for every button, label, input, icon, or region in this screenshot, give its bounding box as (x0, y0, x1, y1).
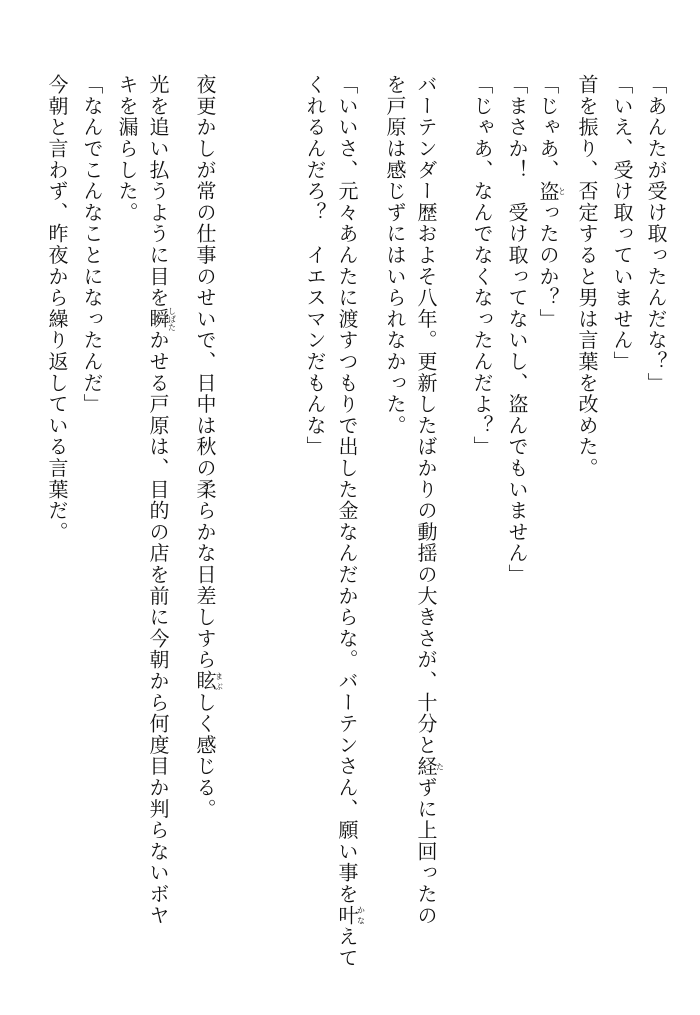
ruby-word (335, 904, 366, 927)
ruby-reading: と (557, 180, 567, 202)
ruby-word (536, 180, 567, 202)
text-column-4 (538, 74, 566, 974)
text-line: しく感じる。 (193, 691, 217, 820)
text-line: 「まさか！ 受け取ってないし、盗んでもいません」 (505, 74, 529, 586)
ruby-base: 叶 (335, 904, 359, 927)
ruby-base: 盗 (536, 180, 560, 202)
text-column-7 (416, 74, 444, 974)
ruby-reading: まぶ (214, 670, 224, 692)
text-line: ったのか？」 (536, 201, 560, 330)
text-line: 首を振り、否定すると男は言葉を改めた。 (575, 74, 599, 479)
ruby-word (193, 670, 224, 692)
text-column-5 (503, 74, 531, 974)
text-column-10 (301, 74, 329, 974)
text-column-1 (642, 74, 670, 974)
text-line: 「じゃあ、 (536, 74, 560, 181)
ruby-reading: しばた (167, 306, 177, 331)
text-line: 「あんたが受け取ったんだな？」 (644, 74, 668, 394)
ruby-base: 瞬 (146, 306, 170, 331)
ruby-base: 眩 (193, 670, 217, 692)
text-line: 今朝と言わず、昨夜から繰り返している言葉だ。 (45, 74, 69, 543)
ruby-word (414, 755, 445, 777)
text-line: 光を追い払うように目を (146, 74, 170, 309)
text-line: かせる戸原は、目的の店を前に今朝から何度目か判らないボヤ (146, 329, 170, 927)
text-line: 「なんでこんなことになったんだ」 (80, 74, 104, 415)
ruby-reading: かな (356, 904, 366, 927)
text-line: キを漏らした。 (115, 74, 139, 224)
ruby-word (146, 306, 177, 331)
text-line: えて (335, 926, 359, 969)
text-column-2 (608, 74, 636, 974)
text-column-9 (337, 74, 365, 974)
text-line: ずに上回ったの (414, 776, 438, 927)
text-column-15 (43, 74, 71, 974)
ruby-reading: た (435, 755, 445, 777)
text-column-12 (148, 74, 176, 974)
text-line: 夜更かしが常の仕事のせいで、日中は秋の柔らかな日差しすら (193, 74, 217, 671)
text-column-13 (113, 74, 141, 974)
text-column-8 (381, 74, 409, 974)
text-line: を戸原は感じずにはいられなかった。 (383, 74, 407, 437)
text-column-6 (468, 74, 496, 974)
text-line: 「じゃあ、なんでなくなったんだよ？」 (470, 74, 494, 458)
text-column-14 (78, 74, 106, 974)
text-line: 「いいさ、元々あんたに渡すつもりで出した金なんだからな。バーテンさん、願い事を (335, 74, 359, 905)
text-line: バーテンダー歴およそ八年。更新したばかりの動揺の大きさが、十分と (414, 74, 438, 756)
text-line: くれるんだろ？ イエスマンだもんな」 (303, 74, 327, 458)
text-line: 「いえ、受け取っていません」 (610, 74, 634, 373)
text-column-3 (573, 74, 601, 974)
ruby-base: 経 (414, 755, 438, 777)
text-column-11 (195, 74, 223, 974)
